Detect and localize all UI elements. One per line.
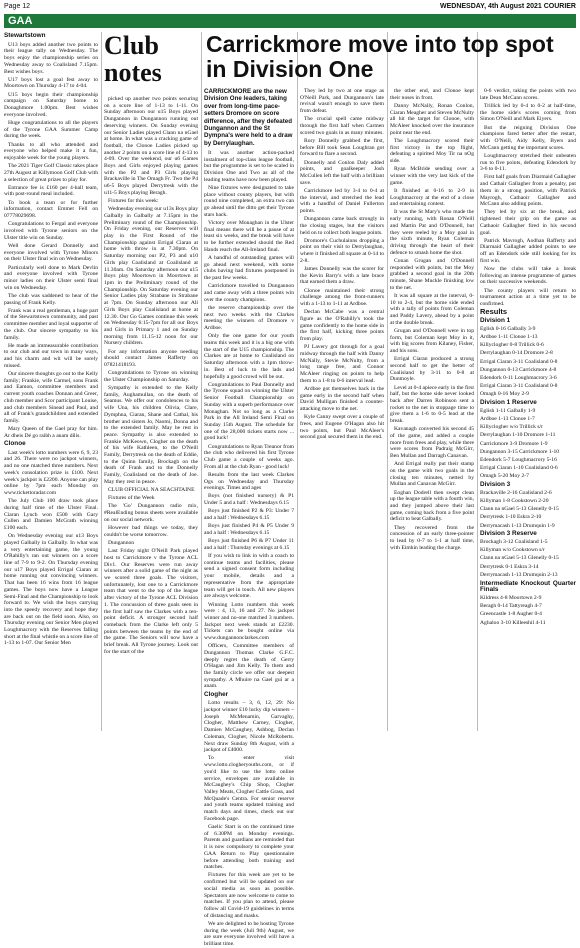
- paragraph: We are delighted to be hosting Tyrone during the week (Juli 9th) August, we are sure everyone involved will have a brilliant time.: [204, 920, 294, 947]
- paragraph: Fixtures for this week are yet to be confirmed but will be updated on our social media as soon as possible. Spectators are now welcome to come to matches. If you plan to attend, please follow all Covid-19 guidelines in terms of distancing and masks.: [204, 872, 294, 919]
- column-6: [480, 88, 576, 733]
- paragraph: He made an immeasurable contribution to our club and our town in many ways, and his charm and wit will be sorely missed.: [4, 342, 98, 369]
- club-notes-title: Club notes: [104, 31, 162, 87]
- paragraph: Fixtures for this week:: [108, 198, 159, 205]
- paragraph: It was another action-packed instalment of top-class league football, but the programme is set to be scaled in Division One and Two as all of the leading teams have now been played.: [204, 150, 294, 183]
- result-line: Eglish 0-16 Galbally 3-9: [480, 325, 536, 332]
- result-line: Dungannon 0-13 Carrickmore 4-8: [480, 366, 557, 373]
- result-line: Clann na nGael 5-13 Glenelly 0-15: [480, 506, 559, 513]
- results-title: Results: [480, 307, 508, 317]
- paragraph: CLUB OFFICIAL NA SEACHTAINE: [108, 487, 195, 494]
- paragraph: Frank was a real gentleman, a huge part of the Stewartstown community, and past committee member and loyal supporter of the club. Our sincere sympathy to his family.: [4, 307, 98, 341]
- paragraph: Dungannon came back strongly in the closing stages, but the visitors held on to collect both league points.: [300, 216, 384, 236]
- column-rule: [387, 32, 388, 731]
- paragraph: Conan Grugan and O'Donnell responded with points, but the Moy grabbed a second goal in the 20th minute, Shane Muckle finishing low to the net.: [390, 257, 474, 291]
- paragraph: Boys just finished P2 & P3: Under 7 and a half : Wednesdays 6.15: [204, 508, 294, 522]
- paragraph: Now the clubs will take a break following an intense programme of games on their successive weekends.: [480, 266, 576, 286]
- results-group-heading: Division 1 Reserve: [480, 399, 537, 407]
- result-line: Killyclogher w/o Trillick s/r: [480, 424, 543, 431]
- paragraph: 0-6 verdict, taking the points with two late Dean McCann scores.: [480, 88, 576, 101]
- middle-body: [104, 96, 198, 655]
- column-club-notes-2: [104, 96, 198, 733]
- paragraph: Particularly well done to Mark Devlin and everyone involved with Tyrone minor ladies on their Ulster semi final win on Wednesday.: [4, 264, 98, 291]
- paragraph: On Wednesday evening our u13 Boys played Galbally in Galbally. In what was a very entertaining game, the young O'Rahilly's ran out winners on a score line of 7-9 to 9-2. On Thursday evening our u17 Boys played Errigal Ciaran at home running out convincing winners. That has been 16 wins from 16 league games. The boys now have a League Semi-Final and the Championship to look forward to. We wish the boys carrying into the speedy recovery and hope they are back out on the field soon. Also, on Thursday evening our Senior Men played Loughmacrory with the Reserves falling short at the final whistle on a score line of 1-13 to 1-07. Our Senior Men: [4, 533, 98, 647]
- paragraph: Last week's lotto numbers were 6, 9, 23 and 26. There were no jackpot winners, and no one matched three numbers. Next week's consolation prize is £100. Next week's jackpot is £2200. Anyone can play online by 7pm each Monday on www.tickettoradar.com: [4, 449, 98, 496]
- column-rule: [297, 32, 298, 731]
- result-line: Eglish 1-11 Galbally 1-9: [480, 407, 536, 414]
- paragraph: The Loughmacrory scored their first victory in the top flight, defeating a spirited Moy Tir na nOg side.: [390, 137, 474, 165]
- result-line: Derrylaughan 1-10 Dromore 1-11: [480, 432, 556, 439]
- paragraph: James Donnelly was the scorer for the Kevin Barry's with a late brace that earned them a draw.: [300, 266, 384, 286]
- paragraph: The county players will return to tournament action at a time yet to be confirmed.: [480, 287, 576, 308]
- results-group-heading: Division 1: [480, 317, 511, 324]
- result-line: Edendork 5-7 Loughmacrory 5-16: [480, 456, 557, 463]
- paragraph: A handful of outstanding games will go ahead next weekend, with some clubs having had fixtures postponed in the past few weeks.: [204, 255, 294, 282]
- result-line: Aghaloo 3-10 Killeeshil 4-11: [480, 619, 546, 626]
- paragraph: Last Friday night O'Neill Park played host to Carrickmore v the Tyrone ACL Div1. Our Reserves were run away winners after a solid game of the night as we scored three goals. The visitors, unfortunately, lost one to a Carrickmore team that went to the top of the league after victory of the Tyrone ACL Division 1. The concussion of three goals seen in the first half saw the Clarkes with a ten-point deficit. A stronger second half comeback from the Clarke left only 5 points between the teams by the end of the game. The Seniors will now have a brief break. All Tyrone journey. Look out for the start of the: [104, 548, 198, 655]
- page-header: [4, 2, 576, 14]
- result-line: Derrymacash 1-13 Drumquin 2-13: [480, 571, 558, 578]
- paragraph: They recovered from the concession of an early three-pointer to lead by 0-7 to 1-1 at half time, with Eimhin leading the charge.: [390, 524, 474, 551]
- paragraph: They led by six at the break, and tightened their grip on the game as Cathaoir Gallagher fired in his second goal.: [480, 209, 576, 236]
- clogher-body: [204, 700, 294, 947]
- feature-body-4: [300, 88, 384, 441]
- paragraph: It was all square at the interval, 0-10 to 2-4, but the home side ended with a tally of points from Coleman and Paddy Lavery, ahead by a point at the double break.: [390, 292, 474, 326]
- subhead-clogher: Clogher: [204, 690, 229, 698]
- paragraph: Trillick led by 0-4 to 0-2 at half-time, the home side's scores coming from Simon O'Neill and Mark Eiyers.: [480, 102, 576, 123]
- paragraph: CARRICKMORE are the new Division One leaders, taking over from long-time pace-setters Dromore on score difference, after they defeated Dungannon and the St Dympna's were held to a draw by Derrylaughan.: [204, 88, 293, 147]
- result-line: Omagh 5-20 Moy 2-7: [480, 473, 529, 480]
- result-line: Errigal Ciaran 1-10 Coalisland 0-6: [480, 465, 558, 472]
- subhead-stewartstown: Stewartstown: [4, 32, 46, 39]
- paragraph: And Errigal really put their stamp on the game with two goals in the closing ten minutes, netted by Mullan and Canavan McGirr.: [390, 461, 474, 488]
- feature-body-6: [480, 88, 576, 308]
- result-line: Carrickmore 3-9 Dromore 1-9: [480, 440, 548, 447]
- paragraph: The 2021 Tiger Golf Classic takes place 27th August at Killymoon Golf Club with a selection of great prizes to play for.: [4, 163, 98, 183]
- paragraph: Donnelly and Conlon Daly added points, and goalkeeper Josh McCullen left the half with a brilliant save.: [300, 159, 384, 186]
- page-number: Page 12: [4, 3, 31, 10]
- result-line: Omagh 0-16 Moy 2-9: [480, 391, 529, 398]
- paragraph: Ardboe got themselves back in the game early in the second half when David Mulligan finished a counter-attacking move to the net.: [300, 386, 384, 413]
- paragraph: Kyle Canny swept over a couple of frees, and Eugene O'Hagan also hit two points, but Paul McAleer's second goal secured them in the end.: [300, 414, 384, 441]
- paragraph: Only the one game for our youth teams this week and it is a big one with the start of the U15 championship. The Clarkes are at home to Coalisland on Saturday afternoon with a 1pm throw-in. Best of luck to the lads and hopefully a good crowd will be out.: [204, 333, 294, 380]
- paragraph: Boys just finished P4 & P5 Under 9 and a half : Wednesdays 6.15: [204, 523, 294, 536]
- paragraph: Boys (not finished nursery) & P1 Under 5 and a half : Wednesdays 6.15: [204, 493, 294, 507]
- column-rule: [201, 32, 202, 731]
- paragraph: U13 boys added another two points to their league tally on Wednesday. The boys enjoy the championship series on Wednesday away to Coalisland 7.15pm. Best wishes boys.: [4, 41, 98, 75]
- section-band: GAA: [4, 14, 576, 28]
- paragraph: Our sincere thoughts go out to the Kelly family; Frankie, wife Carmel, sons Frank and Eamon, committee members and current youth coaches Donnan and Greer, club member and Scor participant Louise, and club members Sinead and Paul, and all of Frank's grandchildren and extended family.: [4, 371, 98, 424]
- paragraph: However bad things we today, they couldn't be worse tomorrow.: [104, 525, 198, 538]
- paragraph: Entrance fee is £160 per 4-ball team, with post-round meal included.: [4, 184, 98, 198]
- paragraph: Thanks to all who attended and everyone who helped make it a fun, enjoyable week for the young players.: [4, 141, 98, 161]
- result-line: Killyman 1-8 Cookstown 2-20: [480, 497, 549, 504]
- paragraph: the other end, and Clonoe kept their noses in front.: [390, 88, 474, 101]
- paragraph: Congratulations to Paul Donnelly and the Tyrone squad on winning the Ulster Senior Football Championship on Sunday with a superb performance over Monaghan. Not so long as a Clarke Park in the All Ireland Semi Final on Sunday 15th August. The schedule for one of the 28,000 tickets starts now ... good luck!: [204, 381, 294, 442]
- paragraph: Fixtures of the Week: [108, 495, 155, 502]
- results-group-heading: Division 3: [480, 481, 511, 489]
- clonoe-body: [4, 450, 98, 647]
- date-line: WEDNESDAY, 4th August 2021 COURIER: [439, 3, 576, 10]
- result-line: Errigal Ciaran 3-11 Coalisland 0-8: [480, 383, 558, 390]
- column-rule: [101, 32, 102, 731]
- paragraph: Loughmacrory stretched their unbeaten run to five points, defeating Edendork by 3-6 to 0-11.: [480, 152, 576, 173]
- results-group-heading: Division 3 Reserve: [480, 530, 537, 538]
- result-line: Killyman w/o Cookstown s/r: [480, 547, 545, 554]
- paragraph: Gaelic Start is on the continued time of 6.30PM on Monday evenings. Parents and guardians are reminded that it is now compulsory to complete your GAA Return to Play questionnaire before attending both training and matches.: [204, 824, 294, 871]
- paragraph: Officers, Committee members of Dungannon Thomas Clarke G.F.C. deeply regret the death of Gerry O'Hagan and Jim Kelly. To them and the family circle we offer our deepest sympathy. A Mhuire na Gael guí ar a anam.: [204, 643, 294, 690]
- paragraph: Errigal Ciaran produced a strong second half to get the better of Coalisland by 3-11 to 0-8 at Dunmoyle.: [390, 356, 474, 383]
- paragraph: But the reigning Division One champions fared better after the restart, with O'Neill, Aidy Kelly, Byers and McCann getting the important scores.: [480, 124, 576, 151]
- column-club-notes-1: [4, 32, 98, 733]
- paragraph: Level at 0-4 apiece early in the first half, but the home side never looked back after Darren Robinson sent a rocket to the net in stoppage time to give them a 1-6 to 0-5 lead at the break.: [390, 384, 474, 425]
- column-rule: [477, 32, 478, 731]
- paragraph: To enter visit www.lotto.clogheryouths.com, or if you'd like to use the lotto online service, envelopes are available in McCaughey's Chip Shop, Clogher Valley Meats, Clogher Cattle Grass, and McQuade's Centra. For senior reserve and youth teams updated training and match days and times, check out our Facebook page.: [204, 755, 294, 822]
- paragraph: Clonoe maintained their strong challenge among the front-runners with a 1-13 to 1-11 at Ardboe.: [300, 287, 384, 308]
- paragraph: Sympathy is extended to the Kelly family, Aughamullan, on the death of Seamus. We offer our condolences to his wife Una, his children Olivia, Clare, Dymphna, Ciaran, Shane and Cathal, his brother and sisters Jo, Naomi, Donna and to the extended family. May he rest in peace. Sympathy is also extended to Frankie McKeown, Clogher on the death of his wife Kathleen, to the O'Neill Family, Derrytresk on the death of Eddie, to the Quinn family, Brockagh on the death of Frank and to the Donnelly Family, Coalisland on the death of Joe. May they rest in peace.: [104, 385, 198, 485]
- paragraph: To book a team or for further information, contact Emmet Fell on 07778029698.: [4, 199, 98, 220]
- paragraph: Nine fixtures were designated to take place without county players, but with round nine completed, an extra two can go ahead until the ditto get their Tyrone stars back.: [204, 185, 294, 218]
- paragraph: For any information anyone needing should contact James Rafferty on 07821418193.: [104, 348, 198, 368]
- feature-standfirst: [204, 88, 294, 149]
- paragraph: The crucial spell came midway through the first half when Carmen scored two goals in as many minutes.: [300, 116, 384, 136]
- paragraph: The club was saddened to hear of the passing of Frank Kelly.: [4, 292, 98, 306]
- feature-body-3: [204, 150, 294, 303]
- paragraph: Congratulations to Ryan Treanor from the club who delivered his first Tyrone Club game a couple of weeks ago. From all at the club Ryan - good luck!: [204, 443, 294, 470]
- paragraph: Wednesday evening our u13s Boys play Galbally in Galbally at 7.15pm in the Preliminary round of the Championship. On Friday evening, our Reserves will play in the First Round of the Championship against Errigal Ciaran at home with throw in at 7.30pm. On Saturday morning our P2, P3 and u10 Girls play Coalisland at Coalisland at 11.30am. On Saturday afternoon our u15 Boys play Moortown in Moortown at 1pm in the Preliminary round of the Championship. On Saturday evening our Senior Ladies play Strabane in Strabane at 7pm. On Sunday afternoon our All Girls Boys play Coalisland at home at 12.30. Our Go Games continue this week on Wednesday 6:15-7pm for all our Boys and Girls in Primary 1 and on Sunday morning from 11.15-12 noon for our Nursery children.: [104, 206, 198, 347]
- paragraph: First half goals from Diarmaid Gallagher and Cathair Gallagher from a penalty, put them in a strong position, with Patrick Mayrogh, Cathaoir Gallagher and McCann also adding points.: [480, 174, 576, 208]
- result-line: Greencastle 1-8 Augher 0-4: [480, 611, 542, 618]
- paragraph: Victory over Monaghan in the Ulster final means there will be a pause of at least six weeks, and the break will have to be further extended should the Red Hands reach the All-Ireland final.: [204, 220, 294, 253]
- paragraph: Declan McCabe was a central figure as the O'Rahilly's took the game confidently to the home side in the first half, kicking three points from play.: [300, 309, 384, 343]
- result-line: Derrylaughan 0-14 Dromore 2-8: [480, 350, 553, 357]
- paragraph: They led by two at one stage as O'Neill Park, and Dungannon's late revival wasn't enough to save them from defeat.: [300, 88, 384, 115]
- paragraph: Winning Lotto numbers this week were : 4, 13, 16 and 27. No jackpot winner and no-one matched 3 numbers. Jackpot next week stands at £2230. Tickets can be bought online via www.dungannonclarkes.com: [204, 601, 294, 642]
- paragraph: Carrickmore led by 3-4 to 0-4 at the interval, and stretched the lead with a handful of Daniel Fullerton points.: [300, 187, 384, 214]
- result-line: Derrymacash 1-13 Drumquin 1-9: [480, 522, 555, 529]
- paragraph: Rory Donnelly grabbed the first, before Bill took Sean Loughran got forward to flare a second.: [300, 137, 384, 158]
- paragraph: Congratulations to Tyrone on winning the Ulster Championship on Saturday.: [104, 370, 198, 383]
- paragraph: Ryan McBride sending over a winner with the very last kick of the game.: [390, 166, 474, 186]
- column-4: [300, 88, 384, 733]
- subhead-clonoe: Clonoe: [4, 440, 26, 448]
- paragraph: It was the St Mary's who made the early running, with Ronan O'Neill and Martin Pat and O'Donnell, but they were reeled by a Moy goal in the sixth minute, Ryan Coleman driving through the heart of their defence to smash home the shot.: [390, 209, 474, 256]
- result-line: Derrytresk 1-10 Eskra 2-10: [480, 514, 542, 521]
- paragraph: Grugan and O'Donnell were in top form, but Coleman kept Moy in it, with big scores from Kilaney, Fisher, and his sons.: [390, 327, 474, 355]
- paragraph: Lotto results – 3, 6, 12, 29: No jackpot winner £10 lucky dip winners – Joseph McMenamin, Garvaghy, Clogher, Matthew Carney, Clogher, Damien McCaughey, Ashbog, Declan Coleman, Clogher, Nicole McRoberts. Next draw Sunday 8th August, with a jackpot of £4000.: [204, 700, 294, 754]
- paragraph: Dromore's Cuchulainns dropping a point on their visit to Derrylaughan, where it finished all square at 0-14 to 2-8.: [300, 237, 384, 264]
- result-line: Kildress 4-8 Moortown 2-9: [480, 594, 542, 601]
- result-line: Ardboe 1-11 Clonoe 1-13: [480, 333, 538, 340]
- paragraph: Danny McNally, Ronan Conlon, Ciaran Meagher and Steven McNulty all hit the target for Clonoe, with McAleer knocked over the insurance point near the end.: [390, 102, 474, 136]
- paragraph: PJ Lavery got through for a goal midway through the half with Danny McNally, Stevie McNulty, from a long range free, and Connor McAleer ringing on points to help them to a 1-8 to 0-6 interval lead.: [300, 344, 384, 384]
- result-line: Edendork 0-11 Loughmacrory 3-6: [480, 374, 557, 381]
- paragraph: Carrickmore travelled to Dungannon and came away with a three points win over the county champions.: [204, 283, 294, 303]
- paragraph: U15 boys begin their championship campaign on Saturday home to Donaghmore 1.00pm. Best wishes everyone involved.: [4, 91, 98, 118]
- result-line: Clann na nGael 5-13 Glenelly 0-15: [480, 555, 559, 562]
- paragraph: Eoghan Dodrell then swept clean up the league table with a fourth win, and they jumped above their last game, coming back from a five point deficit to beat Galbally.: [390, 489, 474, 523]
- result-line: Derrytresk 0-1 Eskra 3-14: [480, 563, 539, 570]
- paragraph: Kavanagh converted his second 45 of the game, and added a couple more from frees and play, while there were scores from Padraig McGirr, Ben Mullan and Darragh Canavan.: [390, 426, 474, 460]
- result-line: Ardboe 1-13 Clonoe 1-7: [480, 415, 535, 422]
- paragraph: the reserve championship over the next two weeks with the Clarkes meeting the winners of Dromore v Ardboe.: [204, 304, 294, 332]
- result-line: Dungannon 3-15 Carrickmore 1-10: [480, 448, 560, 455]
- paragraph: Well done Gerard Donnelly and everyone involved with Tyrone Minors on their Ulster final win on Wednesday.: [4, 242, 98, 263]
- results-groups: [480, 318, 576, 626]
- paragraph: It finished at 0-16 to 2-9 in Loughmacrory at the end of a close and entertaining contest.: [390, 187, 474, 208]
- result-line: Killyclogher 0-8 Trillick 0-6: [480, 342, 544, 349]
- paragraph: Mary Queen of the Gael pray for him. Ar dheis Dé go raibh a anam dílis.: [4, 426, 98, 439]
- stewartstown-body: [4, 42, 98, 440]
- paragraph: picked up another two points securing on a score line of 1-13 to 1-11. On Sunday afternoon our u15 Boys played Dungannon in Dungannon running out deserving winners. On Sunday evening our Senior Ladies played Clann na nGael at home. In what was a cracking game of football, the Clonoe Ladies picked up another 2 points on a score line of 4-13 to 4-09. Over the weekend, our u6 Games Boys and Girls enjoyed playing games with the P2 and P3 Girls playing Brackaville in The Omagh Fr. Two the P4 u6-5 Boys played Derrytresk with the u11-5 Boys playing Beragh.: [104, 96, 198, 196]
- column-5: [390, 88, 474, 733]
- column-3: [204, 150, 294, 947]
- result-line: Brackaville 2-16 Coalisland 2-6: [480, 489, 552, 496]
- result-line: Errigal Ciaran 3-11 Coalisland 0-8: [480, 358, 558, 365]
- paragraph: Boys just finished P6 & P7 Under 11 and a half : Thursday evenings at 6.15: [204, 538, 294, 551]
- paragraph: U17 boys lost a goal fest away to Moortown on Thursday 4-17 to 4-04.: [4, 76, 98, 90]
- paragraph: If you wish to link in with a coach to continue teams and facilities, please send a signed consent form including your mobile, details and a representative from the appropriate team will get in touch. All new players are always welcome.: [204, 553, 294, 600]
- paragraph: Huge congratulations to all the players of the Tyrone GAA Summer Camp during the week.: [4, 119, 98, 140]
- feature-headline: Carrickmore move into top spot in Division One: [206, 31, 554, 82]
- paragraph: Patrick Mavrogh, Aodhan Rafferty and Diarmaid Gallagher added points to see off an Edendork side still looking for its first win.: [480, 237, 576, 264]
- paragraph: Results from the last week Clarkes Ogs on Wednesday and Thursday evenings. Times and ages: [204, 471, 294, 492]
- paragraph: The 'Go' Dungannon radio mix, #RealEnding bonus sheets were available on our social network.: [104, 503, 198, 523]
- results-group-heading: Intermediate Knockout Quarter Finals: [480, 579, 576, 594]
- feature-body-5: [390, 88, 474, 551]
- result-line: Brockagh 3-12 Coalisland 1-5: [480, 538, 548, 545]
- club-notes-col3: [204, 305, 294, 690]
- paragraph: The July Club 100 draw took place during half time of the Ulster Final. Ciaran Lynch won £500 with Gary Cullen and Damien McGrath winning £100 each.: [4, 498, 98, 532]
- paragraph: Dungannon: [108, 540, 135, 546]
- result-line: Beragh 0-14 Tattyreagh 4-7: [480, 603, 542, 610]
- paragraph: Congratulations to Fergal and everyone involved with Tyrone seniors on the Ulster title win on Sunday.: [4, 221, 98, 241]
